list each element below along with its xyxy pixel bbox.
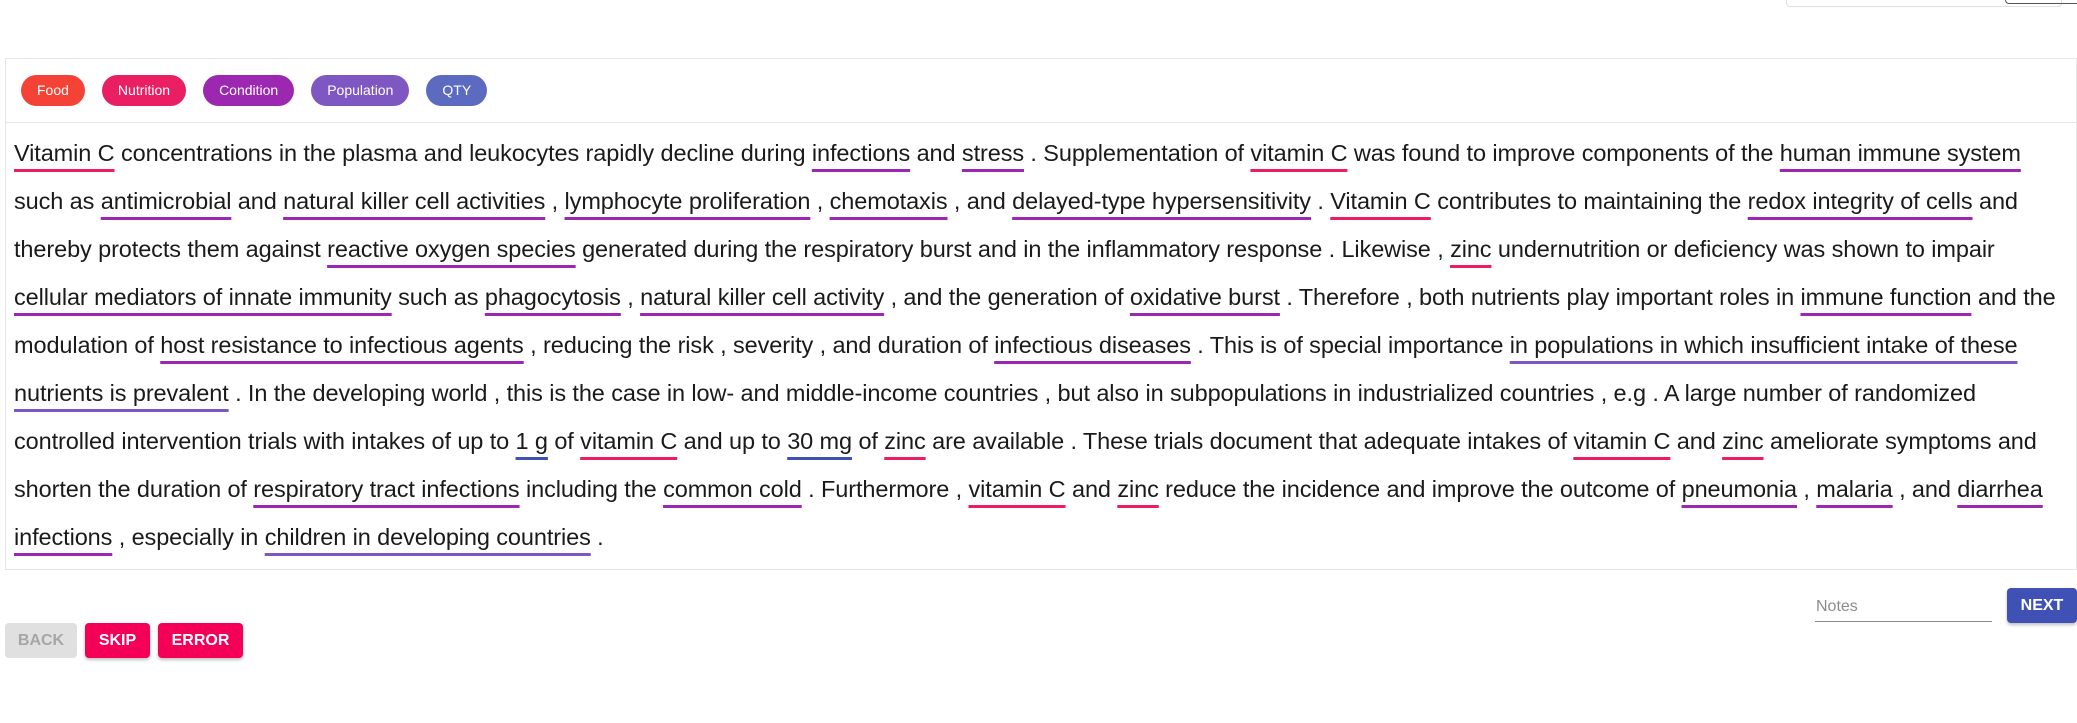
text-span: ,: [810, 188, 830, 214]
next-button[interactable]: NEXT: [2007, 588, 2077, 623]
text-span: ,: [620, 284, 641, 310]
entity-nutrition[interactable]: vitamin C: [1250, 140, 1348, 166]
entity-condition[interactable]: reactive oxygen species: [327, 236, 576, 262]
entity-nutrition[interactable]: zinc: [1117, 476, 1159, 502]
text-span: . Supplementation of: [1024, 140, 1251, 166]
entity-condition[interactable]: immune function: [1800, 284, 1972, 310]
entity-nutrition[interactable]: vitamin C: [580, 428, 678, 454]
text-span: .: [1310, 188, 1331, 214]
entity-condition[interactable]: diarrhea infections: [14, 476, 2043, 550]
text-span: undernutrition or deficiency was shown to impair: [1491, 236, 1995, 262]
entity-condition[interactable]: common cold: [663, 476, 802, 502]
entity-condition[interactable]: chemotaxis: [829, 188, 948, 214]
entity-condition[interactable]: infectious diseases: [994, 332, 1191, 358]
entity-condition[interactable]: respiratory tract infections: [253, 476, 520, 502]
text-span: . Furthermore ,: [801, 476, 969, 502]
entity-qty[interactable]: 1 g: [515, 428, 548, 454]
legend-chip-qty[interactable]: QTY: [426, 75, 487, 106]
entity-nutrition[interactable]: Vitamin C: [14, 140, 115, 166]
text-span: and thereby protects them against: [14, 188, 2018, 262]
text-span: , and the generation of: [884, 284, 1130, 310]
text-span: are available . These trials document that adequate intakes of: [925, 428, 1574, 454]
legend-chip-population[interactable]: Population: [311, 75, 409, 106]
entity-population[interactable]: children in developing countries: [264, 524, 591, 550]
text-span: . Therefore , both nutrients play important roles in: [1279, 284, 1801, 310]
text-span: , reducing the risk , severity , and duration of: [523, 332, 995, 358]
back-button[interactable]: BACK: [5, 623, 77, 658]
entity-nutrition[interactable]: zinc: [1722, 428, 1764, 454]
entity-nutrition[interactable]: zinc: [884, 428, 926, 454]
entity-condition[interactable]: malaria: [1816, 476, 1893, 502]
entity-condition[interactable]: human immune system: [1779, 140, 2021, 166]
entity-condition[interactable]: lymphocyte proliferation: [564, 188, 811, 214]
text-span: reduce the incidence and improve the outcome of: [1158, 476, 1682, 502]
text-span: contributes to maintaining the: [1430, 188, 1748, 214]
text-span: such as: [14, 188, 101, 214]
text-span: and the modulation of: [14, 284, 2056, 358]
legend-chip-condition[interactable]: Condition: [203, 75, 294, 106]
entity-nutrition[interactable]: zinc: [1450, 236, 1492, 262]
entity-condition[interactable]: redox integrity of cells: [1747, 188, 1973, 214]
entity-condition[interactable]: pneumonia: [1681, 476, 1797, 502]
text-span: of: [547, 428, 581, 454]
entity-nutrition[interactable]: Vitamin C: [1330, 188, 1431, 214]
text-span: ,: [1796, 476, 1817, 502]
entity-condition[interactable]: natural killer cell activity: [640, 284, 885, 310]
annotated-text[interactable]: [6, 123, 2076, 561]
entity-legend: [6, 59, 2076, 123]
text-span: such as: [391, 284, 485, 310]
top-button[interactable]: [2005, 0, 2077, 4]
entity-nutrition[interactable]: vitamin C: [968, 476, 1066, 502]
entity-nutrition[interactable]: vitamin C: [1573, 428, 1671, 454]
notes-input[interactable]: [1815, 593, 1992, 622]
skip-button[interactable]: SKIP: [85, 623, 150, 658]
annotation-panel: [5, 58, 2077, 570]
entity-condition[interactable]: antimicrobial: [100, 188, 232, 214]
entity-qty[interactable]: 30 mg: [787, 428, 853, 454]
text-span: was found to improve components of the: [1347, 140, 1780, 166]
entity-population[interactable]: in populations in which insufficient intake of these nutrients is prevalent: [14, 332, 2018, 406]
text-span: and: [231, 188, 284, 214]
legend-chip-food[interactable]: Food: [21, 75, 85, 106]
entity-condition[interactable]: phagocytosis: [484, 284, 621, 310]
text-span: . In the developing world , this is the case in low- and middle-income countries , but also in subpopulations in industrialized countries , e.g . A large number of randomized controlled intervention trials with intakes of up to: [14, 380, 1976, 454]
text-span: and up to: [677, 428, 788, 454]
entity-condition[interactable]: natural killer cell activities: [283, 188, 546, 214]
entity-condition[interactable]: oxidative burst: [1129, 284, 1280, 310]
text-span: , especially in: [112, 524, 265, 550]
text-span: ,: [545, 188, 565, 214]
text-span: and: [1065, 476, 1118, 502]
text-span: and: [1670, 428, 1723, 454]
text-span: , and: [947, 188, 1013, 214]
entity-condition[interactable]: host resistance to infectious agents: [160, 332, 524, 358]
text-span: .: [590, 524, 604, 550]
text-span: concentrations in the plasma and leukocytes rapidly decline during: [114, 140, 812, 166]
text-span: and: [910, 140, 962, 166]
text-span: generated during the respiratory burst and in the inflammatory response . Likewise ,: [575, 236, 1451, 262]
text-span: , and: [1892, 476, 1958, 502]
text-span: of: [852, 428, 885, 454]
text-span: . This is of special importance: [1190, 332, 1510, 358]
legend-chip-nutrition[interactable]: Nutrition: [102, 75, 186, 106]
entity-condition[interactable]: stress: [961, 140, 1024, 166]
error-button[interactable]: ERROR: [158, 623, 243, 658]
entity-condition[interactable]: infections: [811, 140, 911, 166]
text-span: ameliorate symptoms and shorten the duration of: [14, 428, 2037, 502]
entity-condition[interactable]: cellular mediators of innate immunity: [14, 284, 392, 310]
entity-condition[interactable]: delayed-type hypersensitivity: [1012, 188, 1311, 214]
text-span: including the: [519, 476, 664, 502]
